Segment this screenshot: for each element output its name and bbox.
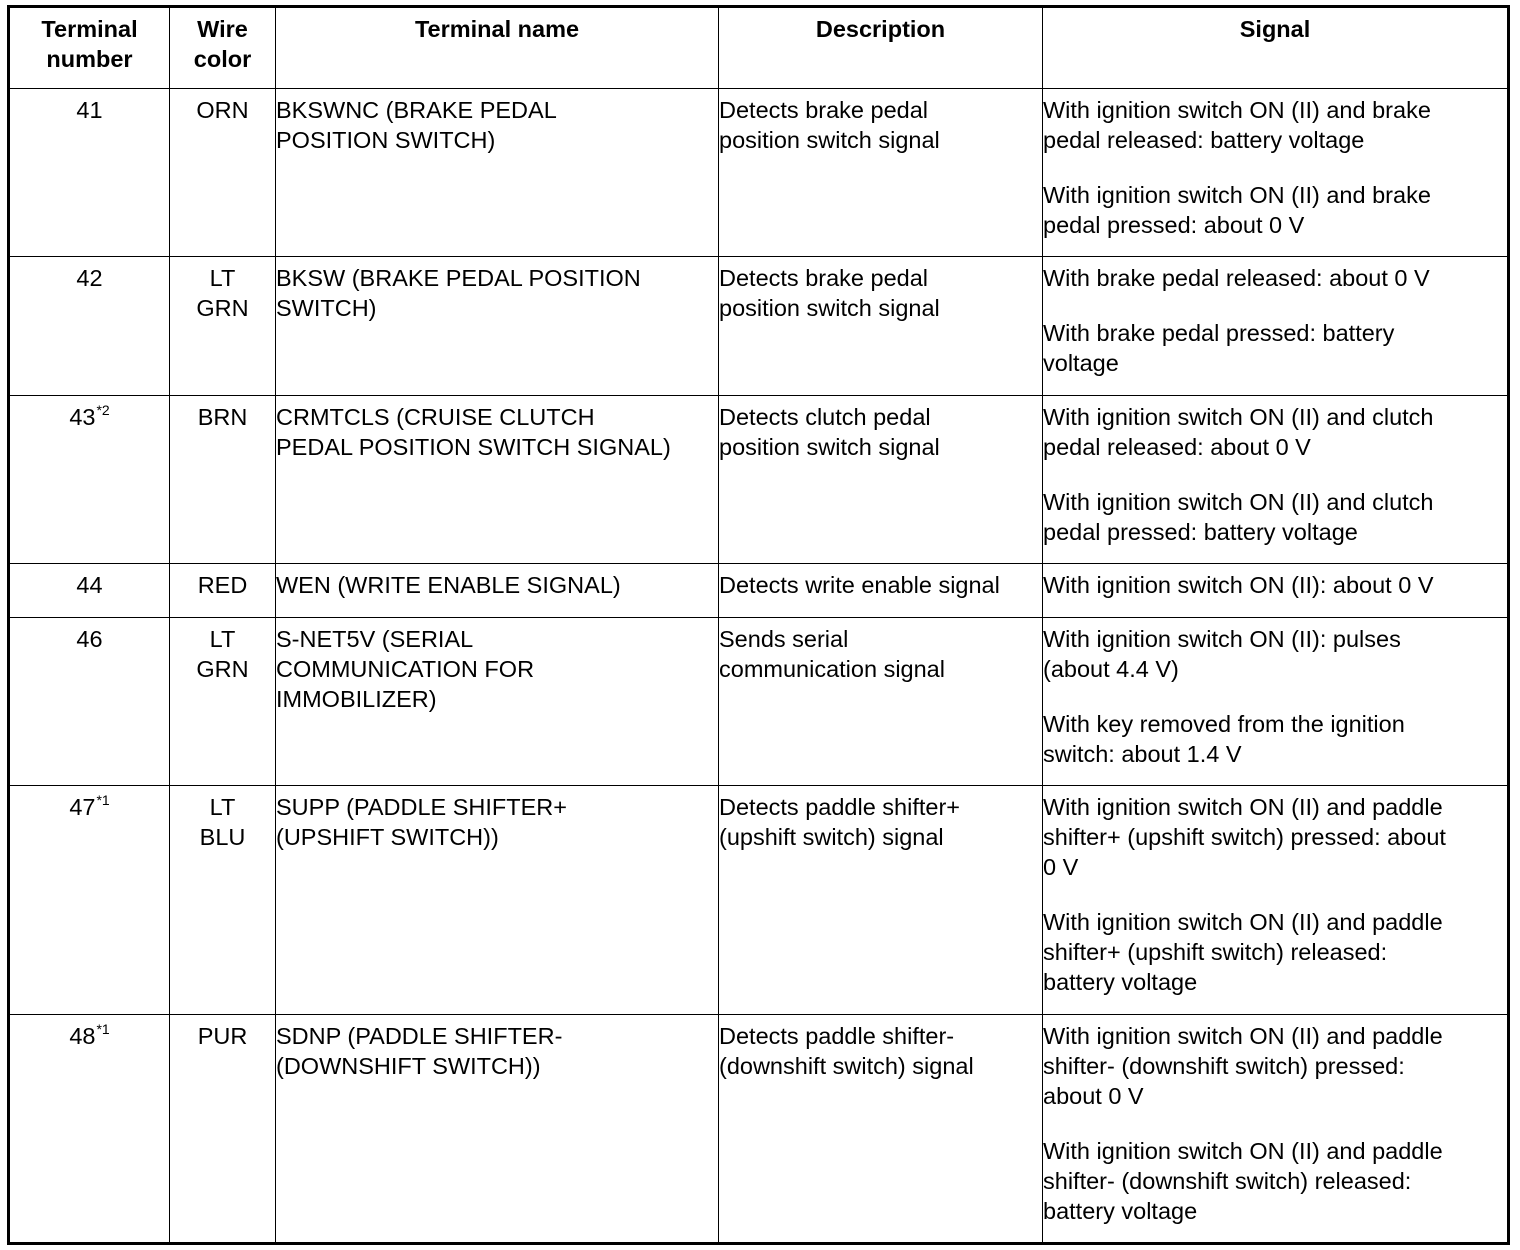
header-signal: Signal <box>1043 7 1509 89</box>
signal-condition: With ignition switch ON (II) and paddle shifter- (downshift switch) pressed: about 0 V <box>1043 1023 1443 1109</box>
wire-color-cell: LT GRN <box>170 618 276 786</box>
footnote-marker: *1 <box>96 792 110 808</box>
wire-color-cell: PUR <box>170 1015 276 1244</box>
signal-cell <box>1043 89 1509 257</box>
description-cell: Detects write enable signal <box>719 564 1043 618</box>
terminal-name-cell: CRMTCLS (CRUISE CLUTCH PEDAL POSITION SWITCH SIGNAL) <box>276 396 719 564</box>
wire-color-cell: RED <box>170 564 276 618</box>
terminal-name-cell: S-NET5V (SERIAL COMMUNICATION FOR IMMOBILIZER) <box>276 618 719 786</box>
table-row <box>9 564 1509 618</box>
signal-condition: With brake pedal released: about 0 V <box>1043 265 1430 291</box>
table-row <box>9 1015 1509 1244</box>
signal-condition: With ignition switch ON (II) and brake pedal pressed: about 0 V <box>1043 182 1431 238</box>
signal-condition: With ignition switch ON (II) and paddle shifter- (downshift switch) released: battery voltage <box>1043 1138 1443 1224</box>
terminal-number-cell: 48$^{*1}$ <box>9 1015 170 1244</box>
wire-color-cell: LT GRN <box>170 257 276 396</box>
header-wire-color: Wire color <box>170 7 276 89</box>
wire-color-cell: BRN <box>170 396 276 564</box>
terminal-number-cell: 41 <box>9 89 170 257</box>
description-cell: Detects clutch pedal position switch signal <box>719 396 1043 564</box>
terminal-number-cell: 44 <box>9 564 170 618</box>
signal-cell <box>1043 1015 1509 1244</box>
signal-condition: With ignition switch ON (II) and clutch pedal released: about 0 V <box>1043 404 1434 460</box>
table-header-row <box>9 7 1509 89</box>
terminal-number-cell: 43$^{*2}$ <box>9 396 170 564</box>
signal-condition: With ignition switch ON (II) and paddle shifter+ (upshift switch) released: battery voltage <box>1043 909 1443 995</box>
description-cell: Detects brake pedal position switch signal <box>719 257 1043 396</box>
signal-cell <box>1043 257 1509 396</box>
terminal-name-cell: WEN (WRITE ENABLE SIGNAL) <box>276 564 719 618</box>
header-description: Description <box>719 7 1043 89</box>
signal-condition: With ignition switch ON (II): about 0 V <box>1043 572 1434 598</box>
table-row <box>9 618 1509 786</box>
terminal-number-cell: 46 <box>9 618 170 786</box>
terminal-table <box>7 5 1510 1245</box>
terminal-name-cell: SUPP (PADDLE SHIFTER+ (UPSHIFT SWITCH)) <box>276 786 719 1015</box>
signal-condition: With ignition switch ON (II) and brake pedal released: battery voltage <box>1043 97 1431 153</box>
signal-condition: With key removed from the ignition switch: about 1.4 V <box>1043 711 1405 767</box>
table-row <box>9 257 1509 396</box>
signal-condition: With brake pedal pressed: battery voltage <box>1043 320 1395 376</box>
description-cell: Detects paddle shifter+ (upshift switch) signal <box>719 786 1043 1015</box>
footnote-marker: *1 <box>96 1021 110 1037</box>
signal-cell <box>1043 618 1509 786</box>
wire-color-cell: LT BLU <box>170 786 276 1015</box>
description-cell: Detects paddle shifter- (downshift switch) signal <box>719 1015 1043 1244</box>
terminal-name-cell: BKSWNC (BRAKE PEDAL POSITION SWITCH) <box>276 89 719 257</box>
terminal-number-cell: 42 <box>9 257 170 396</box>
header-terminal-name: Terminal name <box>276 7 719 89</box>
signal-condition: With ignition switch ON (II): pulses (about 4.4 V) <box>1043 626 1401 682</box>
footnote-marker: *2 <box>96 402 110 418</box>
terminal-number-cell: 47$^{*1}$ <box>9 786 170 1015</box>
signal-condition: With ignition switch ON (II) and paddle shifter+ (upshift switch) pressed: about 0 V <box>1043 794 1446 880</box>
table-row <box>9 89 1509 257</box>
wire-color-cell: ORN <box>170 89 276 257</box>
description-cell: Detects brake pedal position switch signal <box>719 89 1043 257</box>
terminal-name-cell: BKSW (BRAKE PEDAL POSITION SWITCH) <box>276 257 719 396</box>
signal-cell <box>1043 786 1509 1015</box>
signal-cell <box>1043 396 1509 564</box>
signal-condition: With ignition switch ON (II) and clutch pedal pressed: battery voltage <box>1043 489 1434 545</box>
table-row <box>9 786 1509 1015</box>
terminal-name-cell: SDNP (PADDLE SHIFTER- (DOWNSHIFT SWITCH)) <box>276 1015 719 1244</box>
terminal-table-container <box>7 5 1507 1245</box>
signal-cell <box>1043 564 1509 618</box>
table-row <box>9 396 1509 564</box>
header-terminal-number: Terminal number <box>9 7 170 89</box>
description-cell: Sends serial communication signal <box>719 618 1043 786</box>
